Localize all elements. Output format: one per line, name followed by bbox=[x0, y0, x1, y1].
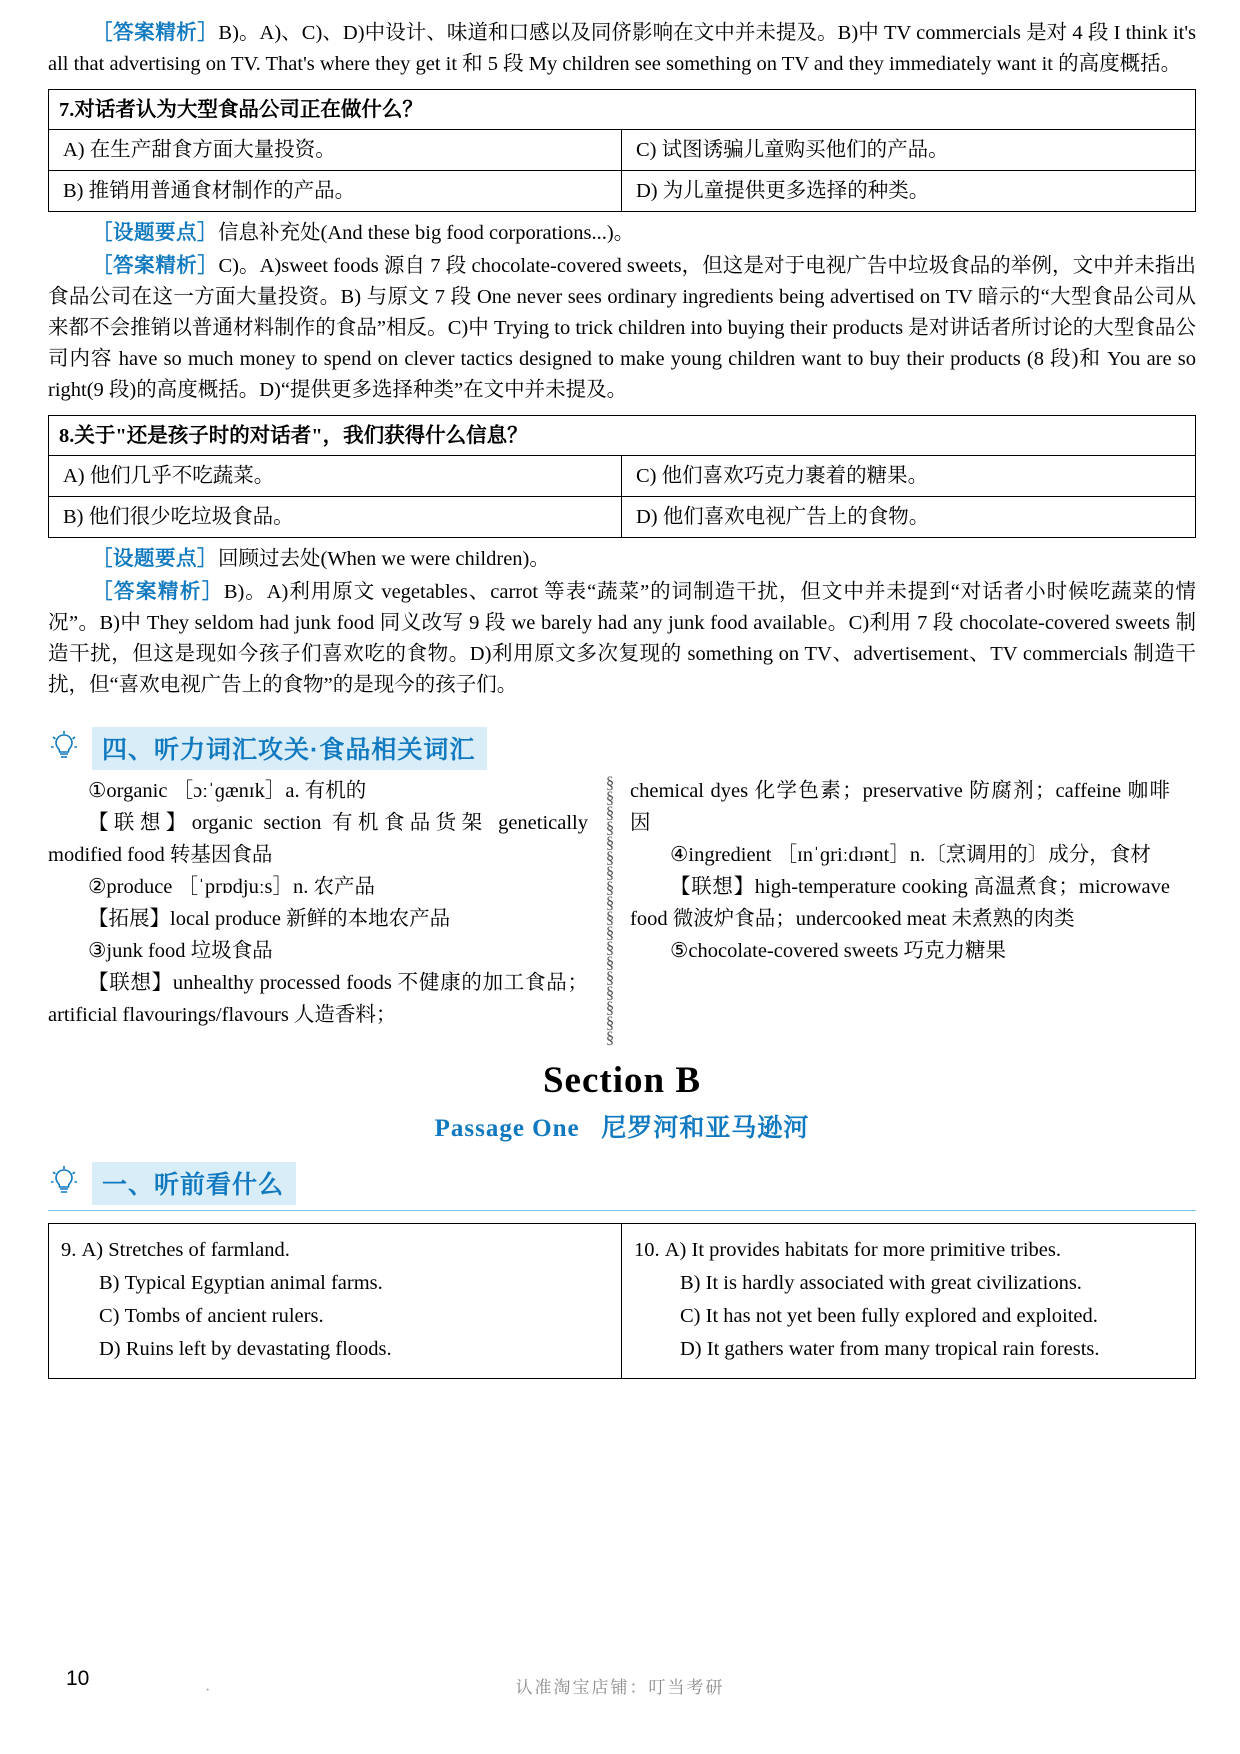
question-10-option-a-label: A) bbox=[664, 1239, 687, 1261]
question-9-option-d-label: D) bbox=[99, 1338, 121, 1360]
footer-dot: · bbox=[205, 1682, 211, 1699]
question-point-tag: ［设题要点］ bbox=[92, 548, 218, 570]
vocab-item-junk-food: ③junk food 垃圾食品 bbox=[88, 940, 273, 962]
page-content bbox=[48, 18, 1196, 1379]
analysis-text-top: B)。A)、C)、D)中设计、味道和口感以及同侪影响在文中并未提及。B)中 TV commercials 是对 4 段 I think it's all that advertising on TV. That's where they get it 和 5 段 My children see something on TV and they immediately want it 的高度概括。 bbox=[48, 22, 1197, 75]
question-box-7 bbox=[48, 89, 1196, 212]
footer-watermark: 认准淘宝店铺：叮当考研 bbox=[515, 1678, 725, 1697]
question-7-analysis-text: C)。A)sweet foods 源自 7 段 chocolate-covered sweets，但这是对于电视广告中垃圾食品的举例，文中并未指出食品公司在这一方面大量投资。B) 与原文 7 段 One never sees ordinary ingredients being advertised on TV 暗示的“大型食品公司从来都不会推销以普通材料制作的食品”相反。C)中 Trying to trick children into buying their products 是对讲话者所讨论的大型食品公司内容 have so much money to spend on clever tactics designed to make young children want to buy their products (8 段)和 You are so right(9 段)的高度概括。D)“提供更多选择种类”在文中并未提及。 bbox=[48, 255, 1197, 401]
choices-box bbox=[48, 1223, 1196, 1379]
question-9-option-a-text: Stretches of farmland. bbox=[108, 1239, 290, 1261]
question-10-option-b-text: It is hardly associated with great civilizations. bbox=[705, 1272, 1082, 1294]
vocab-note-ingredient: 【联想】high-temperature cooking 高温煮食；microwave food 微波炉食品；undercooked meat 未煮熟的肉类 bbox=[630, 876, 1170, 930]
blue-divider bbox=[48, 1210, 1196, 1211]
question-8-option-d[interactable]: D) 他们喜欢电视广告上的食物。 bbox=[636, 506, 930, 528]
choices-question-10 bbox=[622, 1224, 1195, 1378]
choice-row[interactable] bbox=[634, 1333, 1183, 1366]
question-7-point-text: 信息补充处(And these big food corporations...)。 bbox=[218, 222, 635, 244]
question-10-option-c-text: It has not yet been fully explored and exploited. bbox=[705, 1305, 1098, 1327]
choice-row[interactable] bbox=[61, 1267, 609, 1300]
choice-row[interactable] bbox=[634, 1300, 1183, 1333]
answer-analysis-tag: ［答案精析］ bbox=[92, 581, 224, 603]
vocabulary-two-column bbox=[48, 773, 1196, 1047]
pre-listen-heading bbox=[48, 1162, 1196, 1200]
passage-one-title bbox=[48, 1108, 1196, 1144]
analysis-paragraph-top bbox=[48, 18, 1196, 80]
choice-row[interactable] bbox=[61, 1333, 609, 1366]
section-b-title: Section B bbox=[542, 1060, 702, 1101]
vocab-note-produce: 【拓展】local produce 新鲜的本地农产品 bbox=[88, 908, 451, 930]
question-7-point bbox=[48, 218, 1196, 249]
question-8-stem: 8.关于"还是孩子时的对话者"，我们获得什么信息？ bbox=[49, 416, 1195, 456]
choice-row[interactable] bbox=[61, 1234, 609, 1267]
lightbulb-icon bbox=[48, 729, 80, 763]
question-point-tag: ［设题要点］ bbox=[92, 222, 218, 244]
question-9-number: 9. bbox=[61, 1239, 77, 1261]
question-7-row-2 bbox=[49, 171, 1195, 211]
vocab-left-column bbox=[48, 775, 604, 1031]
question-10-option-c-label: C) bbox=[680, 1305, 701, 1327]
question-9-option-a-label: A) bbox=[81, 1239, 104, 1261]
choices-question-9 bbox=[49, 1224, 622, 1378]
question-10-option-a-text: It provides habitats for more primitive tribes. bbox=[691, 1239, 1061, 1261]
question-8-row-2 bbox=[49, 497, 1195, 537]
question-7-option-d[interactable]: D) 为儿童提供更多选择的种类。 bbox=[636, 180, 930, 202]
wavy-divider: § § § § § § § § § § § § § § § § § § bbox=[605, 773, 615, 1047]
question-10-option-b-label: B) bbox=[680, 1272, 701, 1294]
vocab-note-organic: 【联想】organic section 有机食品货架 genetically modified food 转基因食品 bbox=[48, 812, 588, 866]
vocab-item-produce: ②produce ［ˈprɒdjuːs］n. 农产品 bbox=[88, 876, 376, 898]
vocab-note-chemicals: chemical dyes 化学色素；preservative 防腐剂；caffeine 咖啡因 bbox=[630, 780, 1170, 834]
question-8-analysis bbox=[48, 577, 1196, 701]
choice-row[interactable] bbox=[634, 1234, 1183, 1267]
vocab-note-junk-food: 【联想】unhealthy processed foods 不健康的加工食品；artificial flavourings/flavours 人造香料； bbox=[48, 972, 588, 1026]
question-9-option-d-text: Ruins left by devastating floods. bbox=[125, 1338, 392, 1360]
choice-row[interactable] bbox=[634, 1267, 1183, 1300]
choice-row[interactable] bbox=[61, 1300, 609, 1333]
question-7-option-c[interactable]: C) 试图诱骗儿童购买他们的产品。 bbox=[636, 139, 949, 161]
question-7-stem: 7.对话者认为大型食品公司正在做什么？ bbox=[49, 90, 1195, 130]
vocab-section-heading bbox=[48, 727, 1196, 765]
question-8-option-a[interactable]: A) 他们几乎不吃蔬菜。 bbox=[49, 456, 622, 496]
question-7-option-a[interactable]: A) 在生产甜食方面大量投资。 bbox=[49, 130, 622, 170]
question-9-option-b-text: Typical Egyptian animal farms. bbox=[124, 1272, 383, 1294]
question-8-row-1 bbox=[49, 456, 1195, 497]
question-box-8 bbox=[48, 415, 1196, 538]
vocab-heading-text: 四、听力词汇攻关·食品相关词汇 bbox=[92, 727, 487, 770]
passage-one-label: Passage One bbox=[434, 1115, 580, 1142]
question-9-option-b-label: B) bbox=[99, 1272, 120, 1294]
question-7-analysis bbox=[48, 251, 1196, 406]
page-number: 10 bbox=[66, 1667, 90, 1690]
pre-listen-heading-text: 一、听前看什么 bbox=[92, 1162, 296, 1205]
question-7-option-b[interactable]: B) 推销用普通食材制作的产品。 bbox=[49, 171, 622, 211]
question-8-option-b[interactable]: B) 他们很少吃垃圾食品。 bbox=[49, 497, 622, 537]
question-8-analysis-text: B)。A)利用原文 vegetables、carrot 等表“蔬菜”的词制造干扰，但文中并未提到“对话者小时候吃蔬菜的情况”。B)中 They seldom had junk food 同义改写 9 段 we barely had any junk food available。C)利用 7 段 chocolate-covered sweets 制造干扰，但这是现如今孩子们喜欢吃的食物。D)利用原文多次复现的 something on TV、advertisement、TV commercials 制造干扰，但“喜欢电视广告上的食物”的是现今的孩子们。 bbox=[48, 581, 1196, 696]
question-9-option-c-text: Tombs of ancient rulers. bbox=[124, 1305, 324, 1327]
question-10-option-d-text: It gathers water from many tropical rain forests. bbox=[706, 1338, 1100, 1360]
answer-analysis-tag: ［答案精析］ bbox=[92, 22, 219, 44]
question-10-number: 10. bbox=[634, 1239, 660, 1261]
vocab-item-chocolate-covered-sweets: ⑤chocolate-covered sweets 巧克力糖果 bbox=[670, 940, 1007, 962]
question-10-option-d-label: D) bbox=[680, 1338, 702, 1360]
passage-one-chinese-title: 尼罗河和亚马逊河 bbox=[601, 1115, 810, 1142]
question-8-point-text: 回顾过去处(When we were children)。 bbox=[218, 548, 550, 570]
vocab-item-organic: ①organic ［ɔːˈɡænɪk］a. 有机的 bbox=[88, 780, 367, 802]
question-8-point bbox=[48, 544, 1196, 575]
question-8-option-c[interactable]: C) 他们喜欢巧克力裹着的糖果。 bbox=[636, 465, 929, 487]
lightbulb-icon bbox=[48, 1164, 80, 1198]
vocab-item-ingredient: ④ingredient ［ɪnˈɡriːdɪənt］n.〔烹调用的〕成分，食材 bbox=[670, 844, 1151, 866]
answer-analysis-tag: ［答案精析］ bbox=[92, 255, 219, 277]
question-9-option-c-label: C) bbox=[99, 1305, 120, 1327]
question-7-row-1 bbox=[49, 130, 1195, 171]
vocab-right-column bbox=[604, 775, 1170, 1031]
